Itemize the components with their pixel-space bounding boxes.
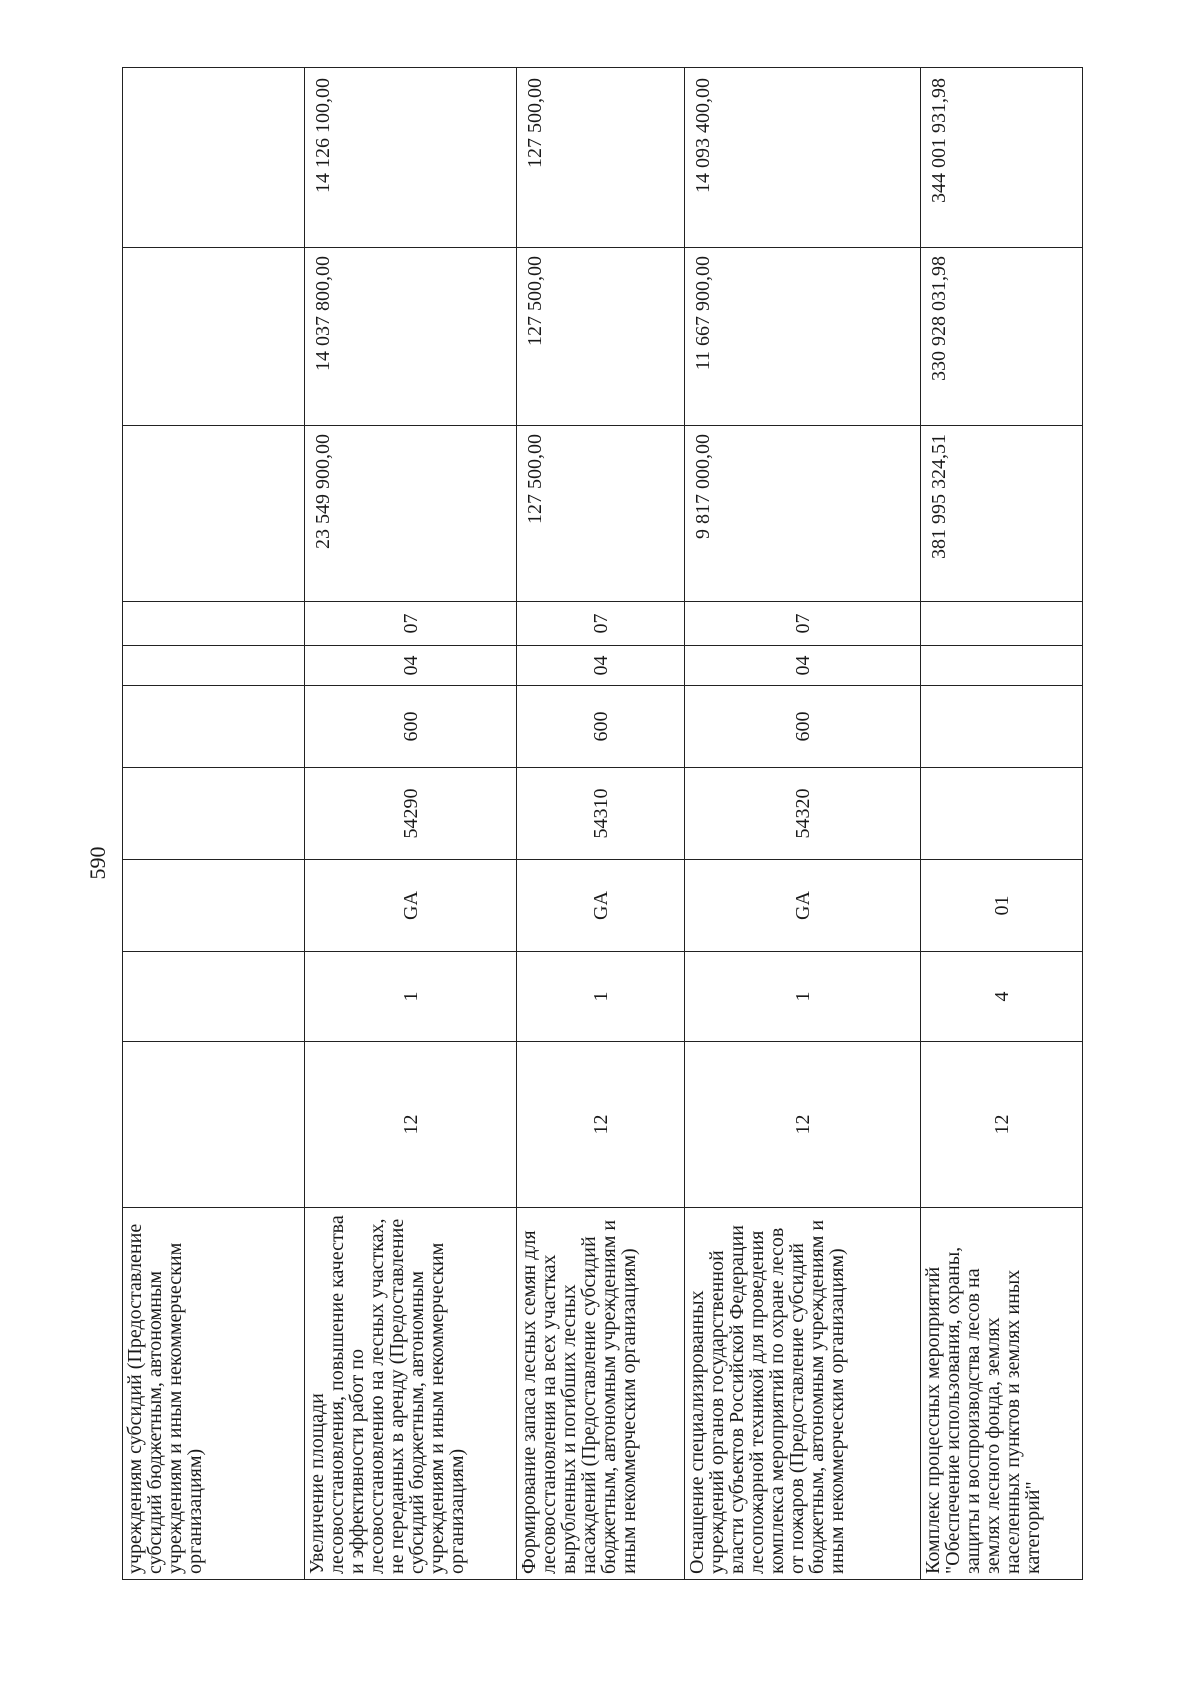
program-code	[123, 1042, 305, 1208]
project-code: 01	[921, 860, 1083, 952]
amount-year-1: 127 500,00	[517, 426, 685, 602]
amount-year-3: 127 500,00	[517, 68, 685, 248]
table-row	[305, 68, 517, 1580]
activity-name: Оснащение специализированных учреждений органов государственной власти субъектов Российской Федерации лесопожарной техникой для проведения комплекса мероприятий по охране лесов от пожаров (Предоставление субсидий бюджетным, автономным учреждениям и иным некоммерческим организациям)	[685, 1208, 921, 1580]
section-code: 04	[517, 646, 685, 686]
direction-code: 54320	[685, 768, 921, 860]
subprogram-code: 1	[517, 952, 685, 1042]
subsection-code	[123, 602, 305, 646]
amount-year-2: 127 500,00	[517, 248, 685, 426]
activity-name: учреждениям субсидий (Предоставление субсидий бюджетным, автономным учреждениям и иным некоммерческим организациям)	[123, 1208, 305, 1580]
program-code: 12	[305, 1042, 517, 1208]
program-code: 12	[685, 1042, 921, 1208]
subprogram-code	[123, 952, 305, 1042]
amount-year-3: 14 126 100,00	[305, 68, 517, 248]
table-row	[123, 68, 305, 1580]
project-code: GA	[517, 860, 685, 952]
direction-code	[123, 768, 305, 860]
direction-code	[921, 768, 1083, 860]
budget-table	[122, 67, 1083, 1580]
page-number: 590	[85, 846, 110, 880]
project-code: GA	[685, 860, 921, 952]
expense-type-code	[921, 686, 1083, 768]
section-code	[921, 646, 1083, 686]
expense-type-code: 600	[685, 686, 921, 768]
project-code: GA	[305, 860, 517, 952]
project-code	[123, 860, 305, 952]
section-code	[123, 646, 305, 686]
amount-year-2: 330 928 031,98	[921, 248, 1083, 426]
direction-code: 54310	[517, 768, 685, 860]
amount-year-1	[123, 426, 305, 602]
program-code: 12	[921, 1042, 1083, 1208]
amount-year-3	[123, 68, 305, 248]
activity-name: Формирование запаса лесных семян для лесовосстановления на всех участках вырубленных и погибших лесных насаждений (Предоставление субсидий бюджетным, автономным учреждениям и иным некоммерческим организациям)	[517, 1208, 685, 1580]
amount-year-2: 11 667 900,00	[685, 248, 921, 426]
table-row	[921, 68, 1083, 1580]
section-code: 04	[305, 646, 517, 686]
program-code: 12	[517, 1042, 685, 1208]
expense-type-code: 600	[517, 686, 685, 768]
subprogram-code: 1	[305, 952, 517, 1042]
section-code: 04	[685, 646, 921, 686]
subsection-code: 07	[685, 602, 921, 646]
activity-name: Увеличение площади лесовосстановления, повышение качества и эффективности работ по лесовосстановлению на лесных участках, не переданных в аренду (Предоставление субсидий бюджетным, автономным учреждениям и иным некоммерческим организациям)	[305, 1208, 517, 1580]
amount-year-1: 381 995 324,51	[921, 426, 1083, 602]
expense-type-code: 600	[305, 686, 517, 768]
table-row	[517, 68, 685, 1580]
table-row	[685, 68, 921, 1580]
amount-year-1: 9 817 000,00	[685, 426, 921, 602]
budget-table-rotated	[122, 68, 1082, 1580]
subprogram-code: 1	[685, 952, 921, 1042]
expense-type-code	[123, 686, 305, 768]
amount-year-3: 14 093 400,00	[685, 68, 921, 248]
subsection-code	[921, 602, 1083, 646]
amount-year-1: 23 549 900,00	[305, 426, 517, 602]
amount-year-2	[123, 248, 305, 426]
subsection-code: 07	[305, 602, 517, 646]
direction-code: 54290	[305, 768, 517, 860]
activity-name: Комплекс процессных мероприятий "Обеспечение использования, охраны, защиты и воспроизводства лесов на землях лесного фонда, землях населенных пунктов и землях иных категорий"	[921, 1208, 1083, 1580]
subprogram-code: 4	[921, 952, 1083, 1042]
amount-year-2: 14 037 800,00	[305, 248, 517, 426]
amount-year-3: 344 001 931,98	[921, 68, 1083, 248]
subsection-code: 07	[517, 602, 685, 646]
